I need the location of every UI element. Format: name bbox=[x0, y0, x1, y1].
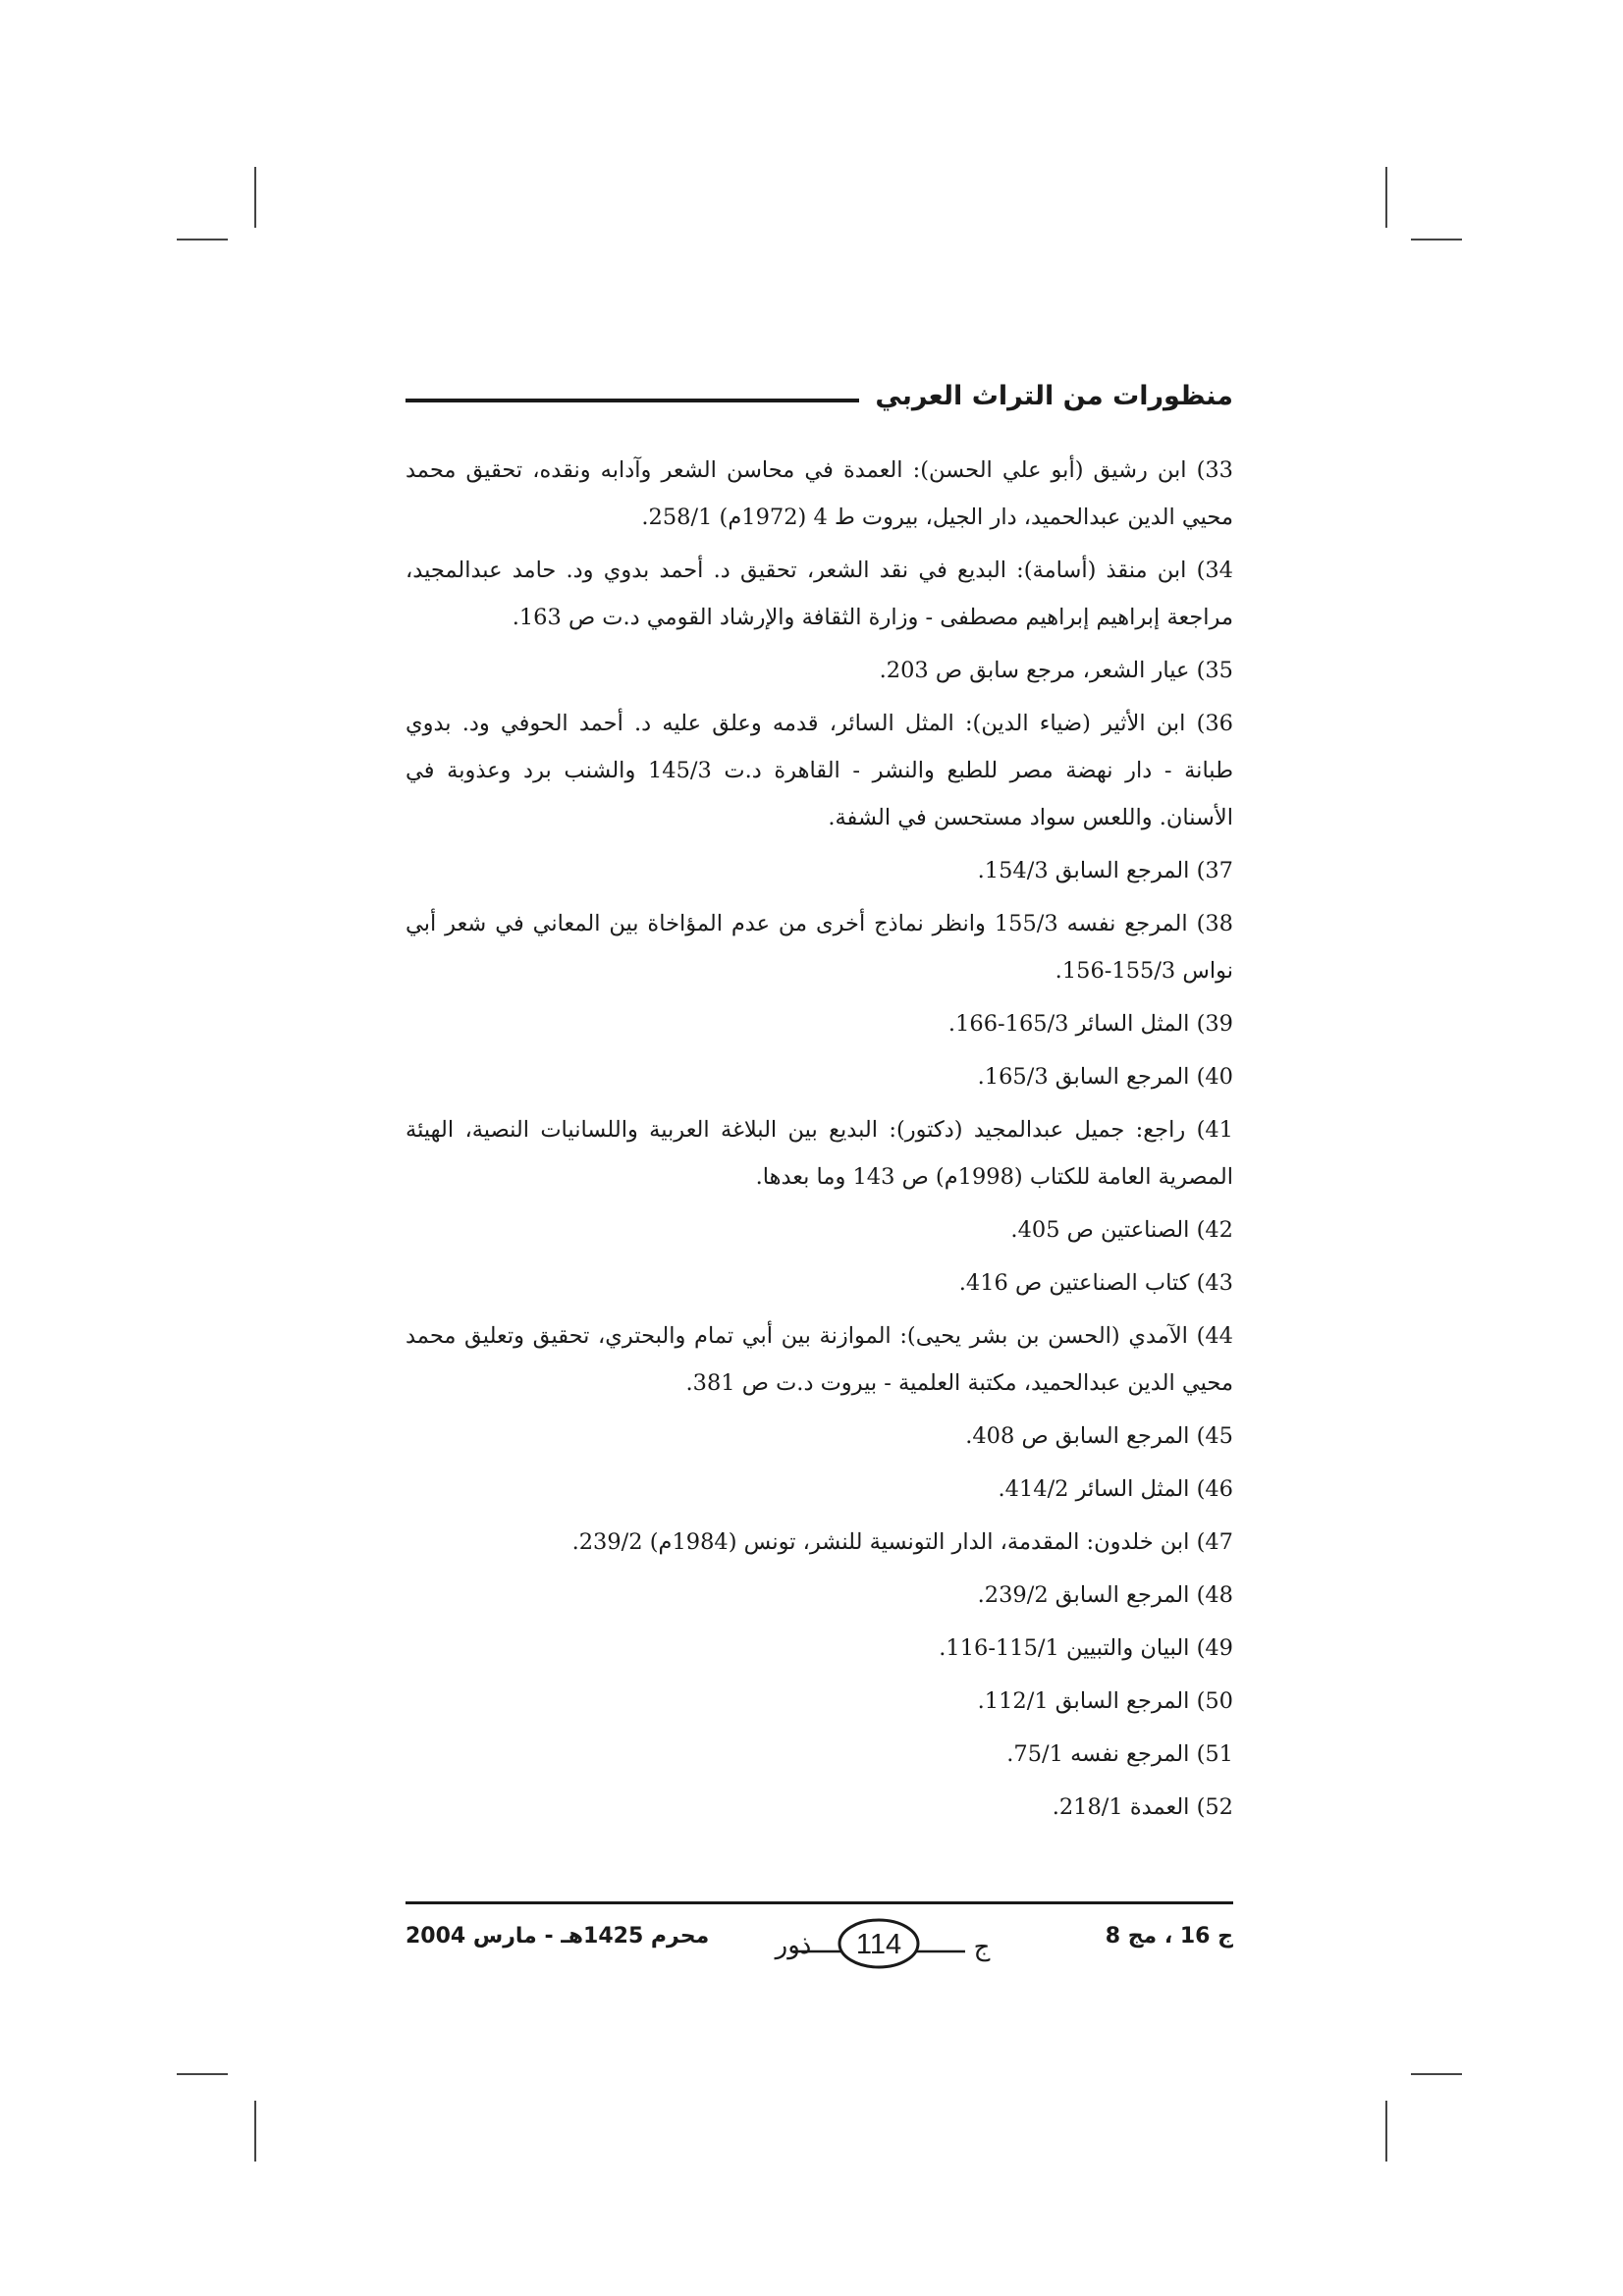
crop-mark bbox=[1411, 2073, 1462, 2075]
footnote: 33) ابن رشيق (أبو علي الحسن): العمدة في محاسن الشعر وآدابه ونقده، تحقيق محمد محيي الدين عبدالحميد، دار الجيل، بيروت ط 4 (1972م) 258/1. bbox=[406, 457, 1233, 530]
header-rule bbox=[406, 399, 859, 402]
crop-mark bbox=[254, 167, 256, 228]
crop-mark bbox=[177, 239, 228, 240]
footnote: 45) المرجع السابق ص 408. bbox=[965, 1423, 1233, 1449]
logo-jeem: ج bbox=[973, 1933, 991, 1962]
footnote: 46) المثل السائر 414/2. bbox=[998, 1476, 1233, 1502]
crop-mark bbox=[1385, 2101, 1387, 2162]
footnote: 36) ابن الأثير (ضياء الدين): المثل السائر، قدمه وعلق عليه د. أحمد الحوفي ود. بدوي طبانة - دار نهضة مصر للطبع والنشر - القاهرة د.ت 145/3 والشنب برد وعذوبة في الأسنان. واللعس سواد مستحسن في الشفة. bbox=[406, 711, 1233, 830]
crop-mark bbox=[177, 2073, 228, 2075]
footnote: 43) كتاب الصناعتين ص 416. bbox=[958, 1270, 1233, 1296]
footnote: 48) المرجع السابق 239/2. bbox=[977, 1582, 1233, 1608]
crop-mark bbox=[1385, 167, 1387, 228]
footnote: 42) الصناعتين ص 405. bbox=[1010, 1217, 1233, 1243]
footnote: 38) المرجع نفسه 155/3 وانظر نماذج أخرى من عدم المؤاخاة بين المعاني في شعر أبي نواس 155/3-156. bbox=[406, 911, 1233, 984]
running-header bbox=[406, 371, 1233, 420]
footnote-list bbox=[406, 447, 1233, 1870]
page-number: 114 bbox=[855, 1929, 902, 1960]
footnote: 47) ابن خلدون: المقدمة، الدار التونسية للنشر، تونس (1984م) 239/2. bbox=[571, 1529, 1233, 1555]
publication-date: محرم 1425هـ - مارس 2004 bbox=[406, 1924, 710, 1949]
footnote: 52) العمدة 218/1. bbox=[1052, 1794, 1233, 1820]
footnote: 49) البيان والتبيين 115/1-116. bbox=[939, 1635, 1233, 1661]
crop-mark bbox=[254, 2101, 256, 2162]
footnote: 50) المرجع السابق 112/1. bbox=[977, 1688, 1233, 1714]
footnote: 51) المرجع نفسه 75/1. bbox=[1006, 1741, 1233, 1767]
issue-info: ج 16 ، مج 8 bbox=[1105, 1924, 1233, 1949]
footnote: 37) المرجع السابق 154/3. bbox=[977, 858, 1233, 883]
page-footer bbox=[406, 1912, 1233, 1973]
journal-logo bbox=[764, 1914, 995, 1971]
footnote: 40) المرجع السابق 165/3. bbox=[977, 1064, 1233, 1090]
footnote: 39) المثل السائر 165/3-166. bbox=[947, 1011, 1233, 1037]
crop-mark bbox=[1411, 239, 1462, 240]
footnote: 44) الآمدي (الحسن بن بشر يحيى): الموازنة بين أبي تمام والبحتري، تحقيق وتعليق محمد محيي الدين عبدالحميد، مكتبة العلمية - بيروت د.ت ص 381. bbox=[406, 1323, 1233, 1396]
logo-thal-waw-ra: ذور bbox=[775, 1931, 812, 1960]
section-title: منظورات من التراث العربي bbox=[875, 380, 1233, 411]
footnote: 35) عيار الشعر، مرجع سابق ص 203. bbox=[879, 658, 1233, 683]
footnote: 41) راجع: جميل عبدالمجيد (دكتور): البديع بين البلاغة العربية واللسانيات النصية، الهيئة المصرية العامة للكتاب (1998م) ص 143 وما بعدها. bbox=[406, 1117, 1233, 1190]
footnote: 34) ابن منقذ (أسامة): البديع في نقد الشعر، تحقيق د. أحمد بدوي ود. حامد عبدالمجيد، مراجعة إبراهيم إبراهيم مصطفى - وزارة الثقافة والإرشاد القومي د.ت ص 163. bbox=[406, 558, 1233, 630]
footer-rule bbox=[406, 1901, 1233, 1904]
